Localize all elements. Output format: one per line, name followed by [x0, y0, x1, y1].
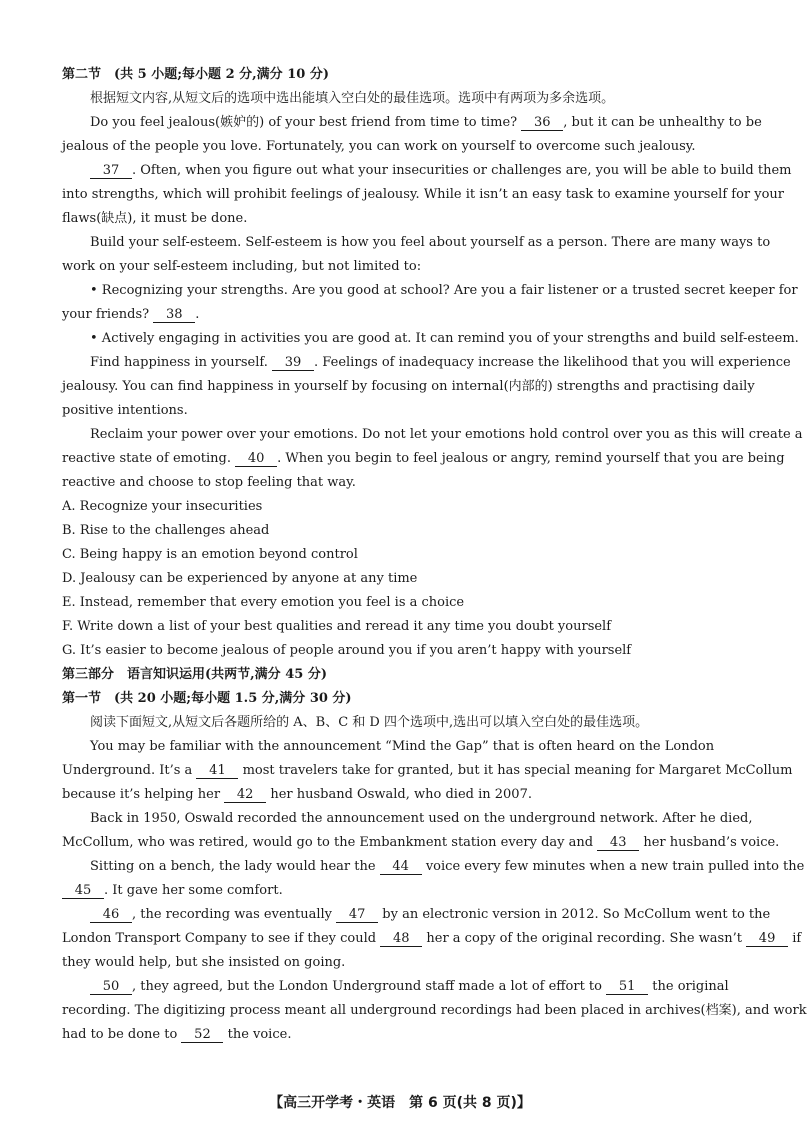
blank-52: 52 — [181, 1028, 223, 1043]
blank-37: 37 — [90, 164, 132, 179]
section1-header: 第一节 (共 20 小题;每小题 1.5 分,满分 30 分) — [62, 691, 352, 706]
passage-line: 37 . Often, when you figure out what your insecurities or challenges are, you will be able to build them — [90, 162, 772, 180]
passage-line: jealousy. You can find happiness in yourself by focusing on internal(内部的) strengths and practising daily — [62, 379, 755, 394]
section1-instruction: 阅读下面短文,从短文后各题所给的 A、B、C 和 D 四个选项中,选出可以填入空白处的最佳选项。 — [90, 715, 649, 730]
cloze-line: because it’s helping her 42 her husband Oswald, who died in 2007. — [62, 787, 532, 802]
option-a: A. Recognize your insecurities — [62, 499, 263, 514]
passage-line: Reclaim your power over your emotions. Do not let your emotions hold control over you as this will create a — [90, 427, 803, 442]
passage-line: work on your self-esteem including, but not limited to: — [62, 259, 422, 274]
option-g: G. It’s easier to become jealous of people around you if you aren’t happy with yourself — [62, 643, 632, 658]
option-c: C. Being happy is an emotion beyond control — [62, 547, 358, 562]
blank-42: 42 — [224, 788, 266, 803]
passage-line: positive intentions. — [62, 403, 188, 418]
blank-48: 48 — [380, 932, 422, 947]
blank-45: 45 — [62, 884, 104, 899]
cloze-line: 46 , the recording was eventually 47 by an electronic version in 2012. So McCollum went to the — [90, 906, 772, 924]
cloze-line: You may be familiar with the announcement “Mind the Gap” that is often heard on the London — [90, 739, 715, 754]
option-b: B. Rise to the challenges ahead — [62, 523, 270, 538]
blank-38: 38 — [153, 308, 195, 323]
blank-36: 36 — [521, 116, 563, 131]
cloze-line: Sitting on a bench, the lady would hear the 44 voice every few minutes when a new train pulled into the — [90, 859, 805, 874]
passage-line: • Recognizing your strengths. Are you good at school? Are you a fair listener or a trusted secret keeper for — [90, 283, 798, 298]
cloze-line: 50 , they agreed, but the London Underground staff made a lot of effort to 51 the original — [90, 978, 772, 996]
passage-line: jealous of the people you love. Fortunately, you can work on yourself to overcome such jealousy. — [62, 139, 696, 154]
blank-49: 49 — [746, 932, 788, 947]
blank-51: 51 — [606, 980, 648, 995]
passage-line: Build your self-esteem. Self-esteem is how you feel about yourself as a person. There are many ways to — [90, 235, 771, 250]
blank-47: 47 — [336, 908, 378, 923]
passage-line: reactive state of emoting. 40 . When you begin to feel jealous or angry, remind yourself that you are being — [62, 451, 785, 466]
passage-line: reactive and choose to stop feeling that way. — [62, 475, 356, 490]
cloze-line: they would help, but she insisted on going. — [62, 955, 346, 970]
cloze-line: recording. The digitizing process meant all underground recordings had been placed in archives(档案), and work — [62, 1003, 807, 1018]
blank-44: 44 — [380, 860, 422, 875]
cloze-line: McCollum, who was retired, would go to the Embankment station every day and 43 her husband’s voice. — [62, 835, 780, 850]
passage-line: • Actively engaging in activities you are good at. It can remind you of your strengths and build self-esteem. — [90, 331, 799, 346]
cloze-line: 45 . It gave her some comfort. — [62, 882, 772, 900]
blank-40: 40 — [235, 452, 277, 467]
section2-instruction: 根据短文内容,从短文后的选项中选出能填入空白处的最佳选项。选项中有两项为多余选项。 — [90, 91, 615, 106]
option-e: E. Instead, remember that every emotion you feel is a choice — [62, 595, 465, 610]
option-d: D. Jealousy can be experienced by anyone at any time — [62, 571, 418, 586]
passage-line: your friends? 38 . — [62, 307, 200, 322]
cloze-line: Back in 1950, Oswald recorded the announcement used on the underground network. After he died, — [90, 811, 753, 826]
blank-41: 41 — [196, 764, 238, 779]
passage-line: into strengths, which will prohibit feelings of jealousy. While it isn’t an easy task to examine yourself for your — [62, 187, 785, 202]
cloze-line: had to be done to 52 the voice. — [62, 1027, 292, 1042]
cloze-line: London Transport Company to see if they could 48 her a copy of the original recording. She wasn’t 49 if — [62, 931, 802, 946]
option-f: F. Write down a list of your best qualities and reread it any time you doubt yourself — [62, 619, 612, 634]
cloze-line: Underground. It’s a 41 most travelers take for granted, but it has special meaning for Margaret McCollum — [62, 763, 793, 778]
passage-line: Find happiness in yourself. 39 . Feelings of inadequacy increase the likelihood that you will experience — [90, 355, 791, 370]
blank-50: 50 — [90, 980, 132, 995]
part3-header: 第三部分 语言知识运用(共两节,满分 45 分) — [62, 667, 327, 682]
section2-header: 第二节 (共 5 小题;每小题 2 分,满分 10 分) — [62, 67, 329, 82]
blank-39: 39 — [272, 356, 314, 371]
blank-43: 43 — [597, 836, 639, 851]
passage-line: Do you feel jealous(嫉妒的) of your best friend from time to time? 36 , but it can be unhealthy to be — [90, 115, 762, 130]
page-footer: 【高三开学考・英语 第 6 页(共 8 页)】 — [269, 1095, 531, 1111]
blank-46: 46 — [90, 908, 132, 923]
passage-line: flaws(缺点), it must be done. — [62, 211, 248, 226]
